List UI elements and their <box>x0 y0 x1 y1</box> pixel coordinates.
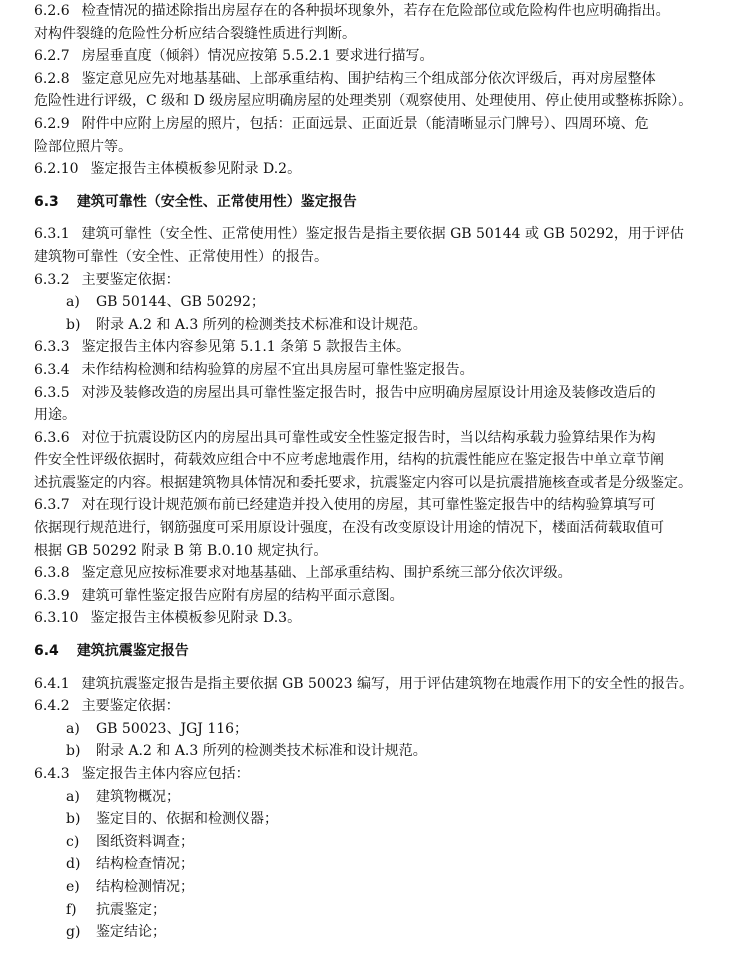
clause-text: 鉴定意见应先对地基基础、上部承重结构、围护结构三个组成部分依次评级后，再对房屋整体 <box>81 70 656 87</box>
clause-text: 附件中应附上房屋的照片，包括：正面远景、正面近景（能清晰显示门牌号）、四周环境、危 <box>81 115 649 132</box>
list-item <box>34 853 717 876</box>
list-item-text: 鉴定目的、依据和检测仪器； <box>96 811 278 828</box>
clause-paragraph <box>34 0 717 23</box>
clause-number: 6.2.8 <box>34 70 70 87</box>
clause-text: 房屋垂直度（倾斜）情况应按第 5.5.2.1 要求进行描写。 <box>81 48 434 65</box>
clause-number: 6.3.7 <box>34 497 70 514</box>
clause-text: 对涉及装修改造的房屋出具可靠性鉴定报告时，报告中应明确房屋原设计用途及装修改造后的 <box>81 384 656 401</box>
list-item <box>34 899 717 922</box>
clause-text: 鉴定报告主体内容应包括： <box>81 766 250 782</box>
clause-paragraph <box>34 607 717 630</box>
section-number: 6.3 <box>34 193 59 210</box>
clause-paragraph <box>34 427 717 450</box>
list-item <box>34 786 717 809</box>
clause-text: 建筑可靠性鉴定报告应附有房屋的结构平面示意图。 <box>81 587 404 604</box>
clause-number: 6.3.8 <box>34 565 70 582</box>
clause-number: 6.2.6 <box>34 3 70 19</box>
list-item-text: 结构检查情况； <box>96 856 194 873</box>
list-item <box>34 831 717 854</box>
list-item <box>34 314 717 337</box>
clause-text: 建筑抗震鉴定报告是指主要依据 GB 50023 编写，用于评估建筑物在地震作用下的安全性的报告。 <box>81 675 693 692</box>
list-item-text: 抗震鉴定； <box>96 901 166 918</box>
clause-continuation: 件安全性评级依据时，荷载效应组合中不应考虑地震作用，结构的抗震性能应在鉴定报告中单立章节阐 <box>34 452 664 469</box>
list-item-text: 鉴定结论； <box>96 924 166 941</box>
clause-text: 建筑可靠性（安全性、正常使用性）鉴定报告是指主要依据 GB 50144 或 GB 50292，用于评估 <box>81 226 684 243</box>
clause-number: 6.2.10 <box>34 161 79 178</box>
clause-number: 6.3.10 <box>34 610 79 627</box>
clause-paragraph <box>34 585 717 608</box>
list-item <box>34 808 717 831</box>
list-item-label: b) <box>66 316 81 333</box>
clause-paragraph <box>34 673 717 696</box>
section-title: 建筑抗震鉴定报告 <box>76 643 189 660</box>
clause-continuation: 依据现行规范进行，钢筋强度可采用原设计强度，在没有改变原设计用途的情况下，楼面活荷载取值可 <box>34 520 664 537</box>
clause-number: 6.3.5 <box>34 384 70 401</box>
list-item <box>34 291 717 314</box>
list-item-label: d) <box>66 856 81 873</box>
clause-continuation: 述抗震鉴定的内容。根据建筑物具体情况和委托要求，抗震鉴定内容可以是抗震措施核查或者是分级鉴定。 <box>34 474 692 491</box>
clause-continuation: 用途。 <box>34 407 76 424</box>
clause-paragraph <box>34 269 717 292</box>
clause-text: 对位于抗震设防区内的房屋出具可靠性或安全性鉴定报告时，当以结构承载力验算结果作为构 <box>81 429 656 446</box>
clause-paragraph <box>34 359 717 382</box>
clause-text: 对在现行设计规范颁布前已经建造并投入使用的房屋，其可靠性鉴定报告中的结构验算填写可 <box>81 497 656 514</box>
clause-text: 鉴定意见应按标准要求对地基基础、上部承重结构、围护系统三部分依次评级。 <box>81 565 572 582</box>
list-item <box>34 740 717 763</box>
clause-number: 6.4.1 <box>34 675 70 692</box>
clause-paragraph <box>34 45 717 68</box>
list-item-label: c) <box>66 833 80 850</box>
clause-number: 6.3.4 <box>34 361 70 378</box>
list-item-text: GB 50023、JGJ 116； <box>96 720 249 737</box>
section-heading <box>34 191 717 214</box>
clause-paragraph <box>34 113 717 136</box>
clause-number: 6.2.9 <box>34 115 70 132</box>
list-item-label: e) <box>66 878 80 895</box>
clause-text: 主要鉴定依据： <box>81 271 180 288</box>
clause-number: 6.3.1 <box>34 226 70 243</box>
clause-paragraph <box>34 695 717 718</box>
section-title: 建筑可靠性（安全性、正常使用性）鉴定报告 <box>76 193 357 210</box>
clause-continuation: 险部位照片等。 <box>34 138 132 155</box>
list-item-text: 建筑物概况； <box>96 788 180 805</box>
list-item-label: g) <box>66 924 81 941</box>
clause-text: 鉴定报告主体模板参见附录 D.2。 <box>90 161 302 178</box>
list-item-text: 图纸资料调查； <box>96 833 194 850</box>
clause-number: 6.2.7 <box>34 48 70 65</box>
clause-paragraph <box>34 562 717 585</box>
clause-number: 6.3.6 <box>34 429 70 446</box>
clause-text: 鉴定报告主体模板参见附录 D.3。 <box>90 610 302 627</box>
list-item-label: a) <box>66 720 80 737</box>
clause-paragraph <box>34 336 717 359</box>
clause-text: 鉴定报告主体内容参见第 5.1.1 条第 5 款报告主体。 <box>81 339 410 356</box>
clause-paragraph <box>34 494 717 517</box>
list-item-text: GB 50144、GB 50292； <box>96 294 265 311</box>
clause-continuation: 根据 GB 50292 附录 B 第 B.0.10 规定执行。 <box>34 542 328 559</box>
clause-number: 6.4.2 <box>34 698 70 715</box>
list-item <box>34 876 717 899</box>
clause-paragraph <box>34 382 717 405</box>
list-item-label: a) <box>66 294 80 311</box>
list-item-label: f) <box>66 901 77 918</box>
clause-text: 检查情况的描述除指出房屋存在的各种损坏现象外，若存在危险部位或危险构件也应明确指出。 <box>81 3 670 19</box>
clause-text: 未作结构检测和结构验算的房屋不宜出具房屋可靠性鉴定报告。 <box>81 361 474 378</box>
list-item-text: 附录 A.2 和 A.3 所列的检测类技术标准和设计规范。 <box>96 743 427 760</box>
clause-number: 6.3.9 <box>34 587 70 604</box>
list-item-label: b) <box>66 811 81 828</box>
list-item <box>34 921 717 944</box>
list-item-label: b) <box>66 743 81 760</box>
list-item-text: 结构检测情况； <box>96 878 194 895</box>
clause-continuation: 建筑物可靠性（安全性、正常使用性）的报告。 <box>34 248 328 265</box>
clause-continuation: 危险性进行评级，C 级和 D 级房屋应明确房屋的处理类别（观察使用、处理使用、停止使用或整栋拆除）。 <box>34 93 693 110</box>
clause-paragraph <box>34 158 717 181</box>
section-number: 6.4 <box>34 643 59 660</box>
list-item-label: a) <box>66 788 80 805</box>
clause-paragraph <box>34 223 717 246</box>
clause-number: 6.4.3 <box>34 766 70 782</box>
clause-number: 6.3.2 <box>34 271 70 288</box>
clause-paragraph <box>34 68 717 91</box>
list-item <box>34 718 717 741</box>
clause-text: 主要鉴定依据： <box>81 698 180 715</box>
clause-number: 6.3.3 <box>34 339 70 356</box>
clause-paragraph <box>34 763 717 786</box>
list-item-text: 附录 A.2 和 A.3 所列的检测类技术标准和设计规范。 <box>96 316 427 333</box>
section-heading <box>34 640 717 663</box>
clause-continuation: 对构件裂缝的危险性分析应结合裂缝性质进行判断。 <box>34 25 356 42</box>
